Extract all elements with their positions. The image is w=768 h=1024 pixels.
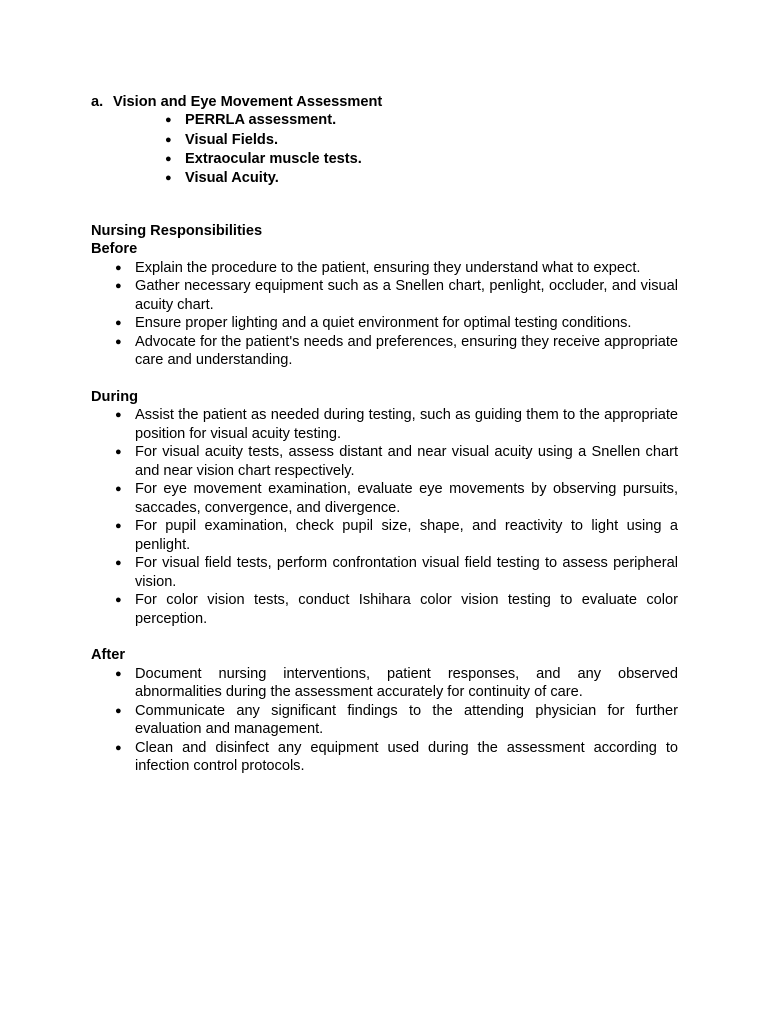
bullet-icon: ● [115,667,122,680]
section-a-title: Vision and Eye Movement Assessment [113,94,383,110]
list-item [113,480,678,517]
after-list [91,665,678,776]
list-item-text: Visual Fields. [185,131,279,148]
list-item [113,591,678,628]
list-item-text: Visual Acuity. [185,169,279,186]
bullet-icon: ● [165,152,172,165]
list-item [113,259,678,277]
section-nursing-responsibilities [91,222,678,776]
list-item [113,517,678,554]
list-item [113,333,678,370]
list-item [163,111,691,130]
list-item-text: For pupil examination, check pupil size, shape, and reactivity to light using a penlight. [135,518,678,553]
bullet-icon: ● [115,557,122,570]
list-item-text: For eye movement examination, evaluate eye movements by observing pursuits, saccades, convergence, and divergence. [135,481,678,516]
list-item-text: Document nursing interventions, patient responses, and any observed abnormalities during the assessment accurately for continuity of care. [135,665,678,701]
list-item [113,314,678,332]
list-item-text: Ensure proper lighting and a quiet environment for optimal testing conditions. [135,315,632,332]
assessment-list [91,111,691,188]
list-item-text: Gather necessary equipment such as a Snellen chart, penlight, occluder, and visual acuity chart. [135,278,678,313]
nursing-heading: Nursing Responsibilities [91,223,263,239]
bullet-icon: ● [115,594,122,607]
bullet-icon: ● [115,409,122,422]
list-item-text: For color vision tests, conduct Ishihara color vision testing to evaluate color perception. [135,592,678,627]
before-list [91,259,678,370]
bullet-icon: ● [115,261,122,274]
bullet-icon: ● [115,446,122,459]
list-item [113,702,678,739]
bullet-icon: ● [115,317,122,330]
list-item [113,739,678,776]
list-item-text: Communicate any significant findings to the attending physician for further evaluation and management. [135,702,678,738]
list-item [163,131,691,150]
spacer [91,628,678,646]
list-item-text: For visual acuity tests, assess distant and near visual acuity using a Snellen chart and near vision chart respectively. [135,444,678,479]
list-item [163,169,691,188]
bullet-icon: ● [165,171,172,184]
bullet-icon: ● [115,741,122,754]
bullet-icon: ● [165,133,172,146]
bullet-icon: ● [115,704,122,717]
bullet-icon: ● [165,114,172,127]
bullet-icon: ● [115,520,122,533]
section-a-letter: a. [91,94,104,110]
list-item [113,277,678,314]
list-item [113,665,678,702]
list-item-text: Explain the procedure to the patient, ensuring they understand what to expect. [135,259,641,276]
during-list [91,406,678,628]
list-item-text: Assist the patient as needed during testing, such as guiding them to the appropriate position for visual acuity testing. [135,407,678,442]
list-item-text: Extraocular muscle tests. [185,150,362,167]
list-item-text: For visual field tests, perform confrontation visual field testing to assess peripheral vision. [135,555,678,590]
list-item-text: Clean and disinfect any equipment used during the assessment according to infection control protocols. [135,739,678,775]
section-vision-assessment [91,93,691,188]
bullet-icon: ● [115,336,122,348]
during-heading: During [91,389,139,405]
spacer [91,370,678,388]
section-a-heading [91,93,691,111]
before-heading: Before [91,241,138,258]
list-item [163,150,691,169]
list-item [113,406,678,443]
list-item [113,554,678,591]
list-item-text: Advocate for the patient's needs and preferences, ensuring they receive appropriate care and understanding. [135,334,678,369]
list-item-text: PERRLA assessment. [185,112,337,129]
bullet-icon: ● [115,280,122,293]
bullet-icon: ● [115,483,122,496]
list-item [113,443,678,480]
after-heading: After [91,647,126,664]
